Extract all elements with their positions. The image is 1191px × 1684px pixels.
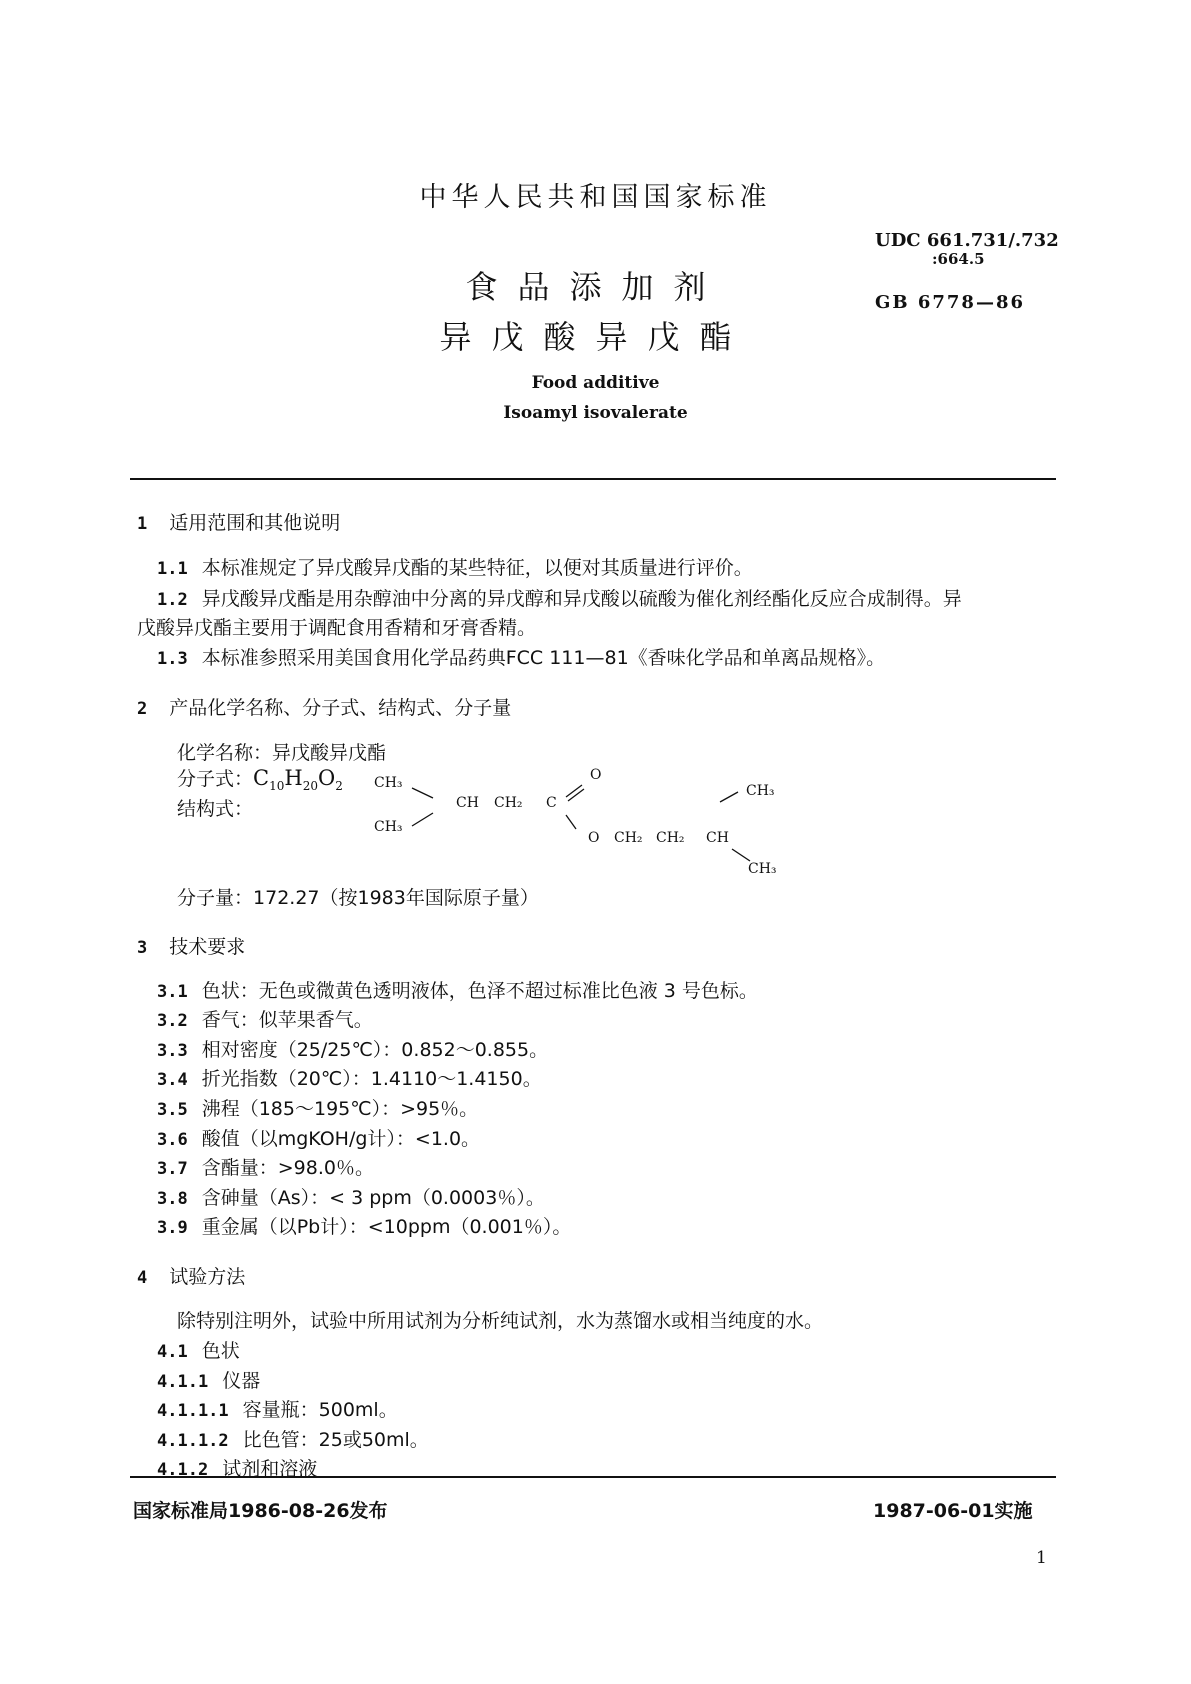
clause-number: 4.1.1.1: [157, 1401, 229, 1421]
struct-label: 结构式：: [177, 798, 254, 820]
clause-text: 异戊酸异戊酯是用杂醇油中分离的异戊醇和异戊酸以硫酸为催化剂经酯化反应合成制得。异: [201, 588, 962, 610]
formula-c-count: 10: [269, 779, 285, 794]
ch3-right-bottom: CH₃: [748, 861, 777, 877]
mw-label: 分子量：: [177, 887, 254, 909]
chem-name-value: 异戊酸异戊酯: [272, 742, 387, 764]
ch-right: CH: [706, 830, 729, 846]
clause-4-1-1: [157, 1366, 260, 1393]
structural-formula: [370, 767, 790, 885]
section-3-heading: [137, 932, 245, 959]
clause-4-1: [157, 1336, 240, 1363]
ch3-bottom: CH₃: [374, 819, 403, 835]
formula-c: C: [253, 766, 270, 790]
clause-text: 沸程（185～195℃）：>95％。: [201, 1098, 479, 1120]
title-cn-line1: 食品添加剂: [465, 268, 726, 306]
section-title: 技术要求: [169, 936, 246, 958]
chem-name-row: [177, 738, 386, 765]
footer-divider: [130, 1476, 1056, 1478]
gb-number: GB 6778—86: [875, 292, 1025, 313]
ch3-right-top: CH₃: [746, 783, 775, 799]
ch3-top: CH₃: [374, 775, 403, 791]
clause-number: 4.1.2: [157, 1460, 209, 1480]
clause-number: 4.1: [157, 1342, 188, 1362]
section-number: 2: [137, 699, 148, 719]
clause-1-1: [157, 553, 753, 580]
clause-text: 仪器: [222, 1370, 261, 1392]
formula-label: 分子式：: [177, 768, 254, 790]
ch2-group: CH₂: [494, 795, 523, 811]
udc-code: UDC 661.731/.732: [875, 230, 1059, 251]
clause-number: 3.9: [157, 1218, 188, 1238]
issue-date: 国家标准局1986-08-26发布: [133, 1500, 388, 1522]
section-title: 产品化学名称、分子式、结构式、分子量: [169, 697, 512, 719]
clause-text: 相对密度（25/25℃）：0.852～0.855。: [201, 1039, 549, 1061]
formula-o-count: 2: [335, 779, 343, 794]
clause-3-1: [157, 976, 758, 1003]
clause-number: 3.3: [157, 1041, 188, 1061]
clause-number: 3.4: [157, 1070, 188, 1090]
clause-number: 3.5: [157, 1100, 188, 1120]
molecular-formula: [253, 766, 343, 794]
mw-value: 172.27（按1983年国际原子量）: [253, 887, 539, 909]
clause-1-3: [157, 643, 885, 670]
clause-text: 含砷量（As）：< 3 ppm（0.0003％）。: [201, 1187, 545, 1209]
clause-number: 4.1.1: [157, 1372, 209, 1392]
formula-o: O: [317, 766, 336, 790]
formula-h: H: [284, 766, 303, 790]
clause-text: 本标准规定了异戊酸异戊酯的某些特征，以便对其质量进行评价。: [201, 557, 753, 579]
title-en-line1: Food additive: [531, 373, 660, 393]
clause-3-6: [157, 1124, 480, 1151]
clause-4-1-1-2: [157, 1425, 429, 1452]
section-2-heading: [137, 693, 511, 720]
clause-1-2: [157, 584, 962, 611]
section-title: 适用范围和其他说明: [169, 512, 341, 534]
section-1-heading: [137, 508, 340, 535]
chem-name-label: 化学名称：: [177, 742, 273, 764]
title-cn-line2: 异戊酸异戊酯: [439, 318, 752, 356]
clause-text: 酸值（以mgKOH/g计）：<1.0。: [201, 1128, 481, 1150]
clause-4-1-1-1: [157, 1395, 398, 1422]
clause-text: 色状：无色或微黄色透明液体，色泽不超过标准比色液 3 号色标。: [201, 980, 758, 1002]
section-4-intro: 除特别注明外，试验中所用试剂为分析纯试剂，水为蒸馏水或相当纯度的水。: [177, 1310, 824, 1332]
clause-text: 色状: [201, 1340, 240, 1362]
clause-text: 本标准参照采用美国食用化学品药典FCC 111—81《香味化学品和单离品规格》。: [201, 647, 886, 669]
clause-text: 比色管：25或50ml。: [242, 1429, 429, 1451]
udc-code-cont: :664.5: [932, 250, 985, 268]
clause-number: 1.3: [157, 649, 188, 669]
ch-group: CH: [456, 795, 479, 811]
ch2-b: CH₂: [656, 830, 685, 846]
ch2-a: CH₂: [614, 830, 643, 846]
section-title: 试验方法: [169, 1266, 246, 1288]
formula-h-count: 20: [302, 779, 318, 794]
carbonyl-o: O: [590, 767, 602, 783]
section-number: 3: [137, 938, 148, 958]
clause-number: 1.2: [157, 590, 188, 610]
clause-number: 3.2: [157, 1011, 188, 1031]
formula-row: [177, 764, 343, 793]
header-divider: [130, 478, 1056, 480]
national-standard-heading: 中华人民共和国国家标准: [419, 182, 772, 213]
section-4-heading: [137, 1262, 245, 1289]
clause-3-4: [157, 1064, 542, 1091]
clause-3-8: [157, 1183, 545, 1210]
clause-3-2: [157, 1005, 373, 1032]
clause-number: 3.6: [157, 1130, 188, 1150]
page-number: 1: [1036, 1548, 1047, 1568]
clause-3-9: [157, 1212, 571, 1239]
clause-3-5: [157, 1094, 478, 1121]
clause-text: 容量瓶：500ml。: [242, 1399, 398, 1421]
clause-text: 香气：似苹果香气。: [201, 1009, 373, 1031]
ester-o: O: [588, 830, 600, 846]
section-number: 4: [137, 1268, 148, 1288]
clause-number: 3.7: [157, 1159, 188, 1179]
clause-text: 折光指数（20℃）：1.4110～1.4150。: [201, 1068, 542, 1090]
section-number: 1: [137, 514, 148, 534]
clause-text: 试剂和溶液: [222, 1458, 318, 1480]
clause-3-3: [157, 1035, 548, 1062]
clause-1-2-cont: 戊酸异戊酯主要用于调配食用香精和牙膏香精。: [137, 617, 537, 639]
clause-text: 含酯量：>98.0％。: [201, 1157, 374, 1179]
clause-number: 1.1: [157, 559, 188, 579]
clause-number: 3.1: [157, 982, 188, 1002]
effective-date: 1987-06-01实施: [873, 1500, 1033, 1522]
molecular-weight-row: [177, 883, 539, 910]
clause-number: 3.8: [157, 1189, 188, 1209]
title-en-line2: Isoamyl isovalerate: [503, 403, 688, 423]
clause-number: 4.1.1.2: [157, 1431, 229, 1451]
clause-3-7: [157, 1153, 374, 1180]
carbonyl-c: C: [546, 795, 557, 811]
clause-text: 重金属（以Pb计）：<10ppm（0.001％）。: [201, 1216, 572, 1238]
